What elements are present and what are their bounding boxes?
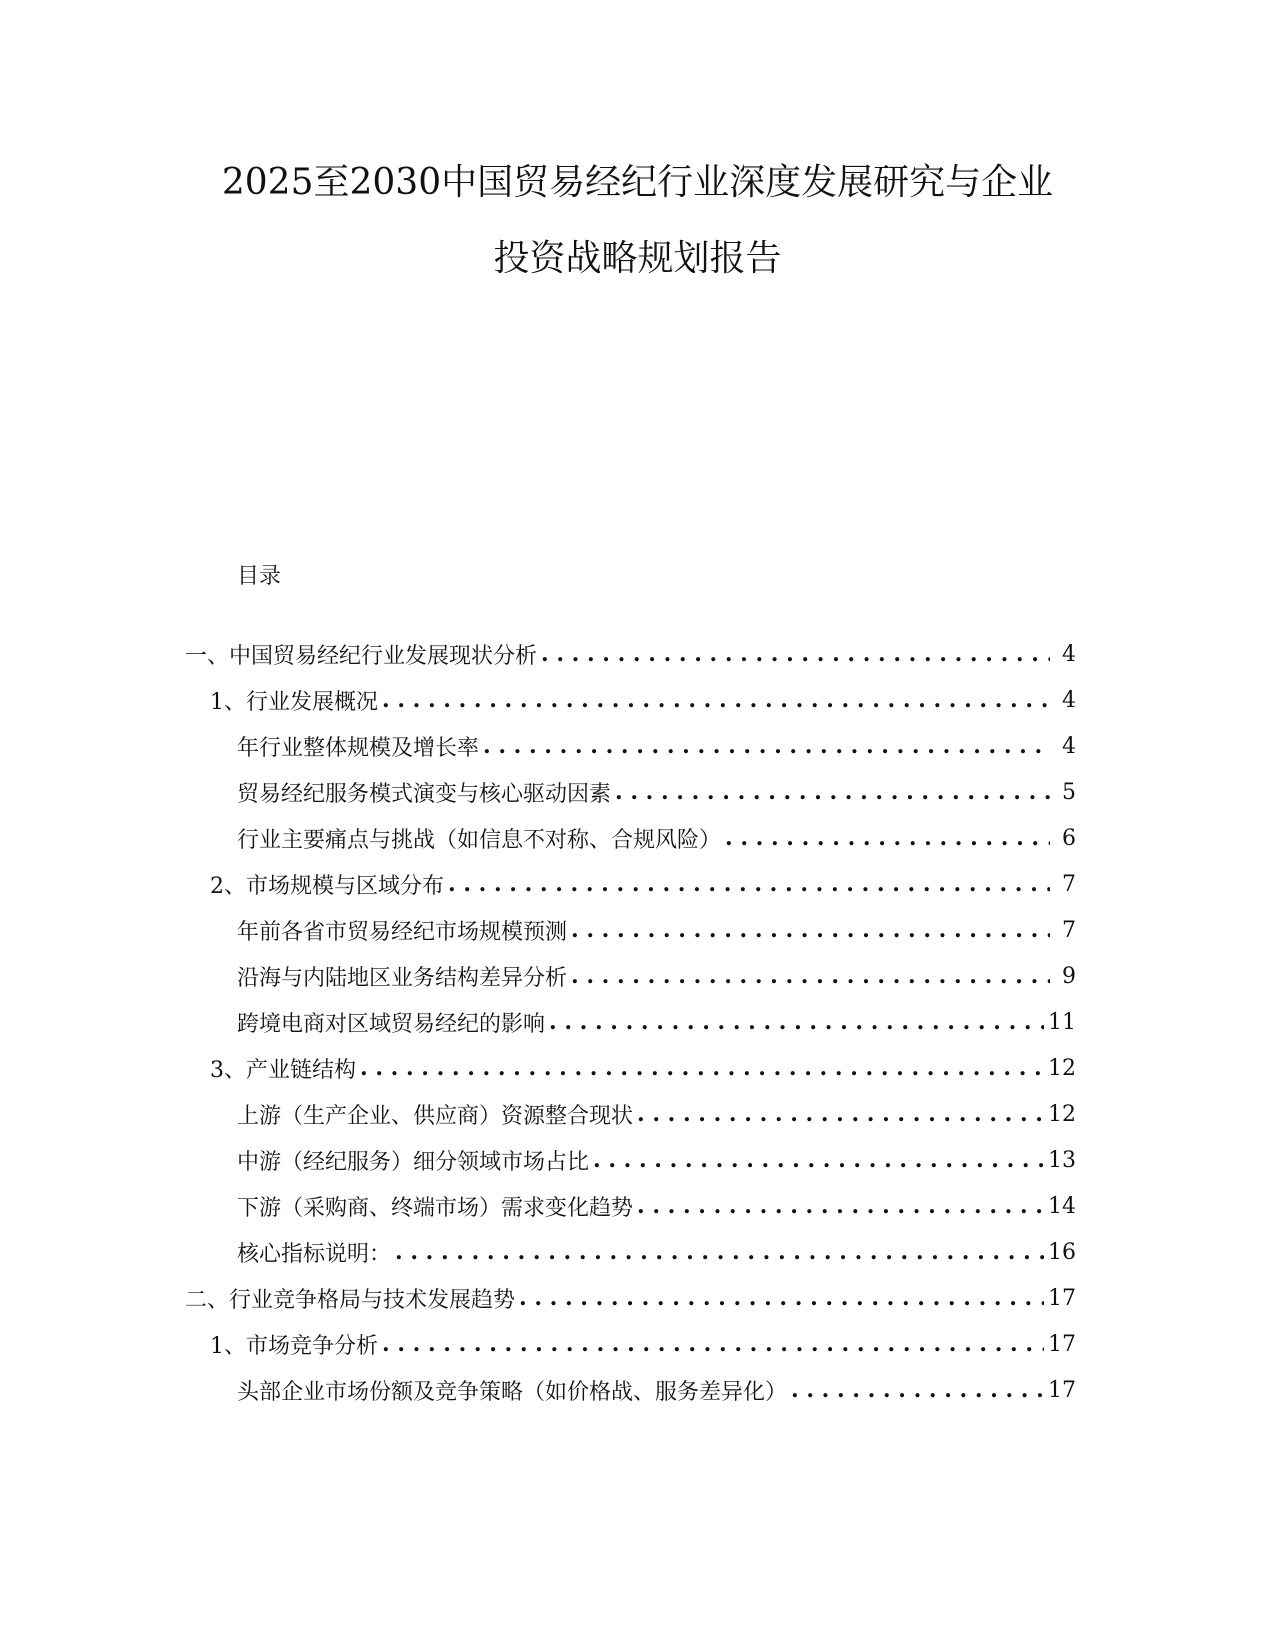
toc-leader-dots <box>571 956 1050 996</box>
toc-entry[interactable] <box>210 1324 1076 1364</box>
toc-entry-text: 核心指标说明： <box>237 1241 392 1267</box>
toc-entry[interactable] <box>237 1002 1076 1042</box>
toc-entry[interactable] <box>237 1232 1076 1272</box>
toc-entry-text: 二、行业竞争格局与技术发展趋势 <box>185 1287 516 1313</box>
toc-entry[interactable] <box>237 1140 1076 1180</box>
toc-leader-dots <box>725 818 1050 858</box>
toc-leader-dots <box>615 772 1050 812</box>
toc-entry-text: 年行业整体规模及增长率 <box>237 735 480 761</box>
document-title <box>0 145 1275 297</box>
toc-entry[interactable] <box>237 818 1076 858</box>
toc-entry[interactable] <box>237 910 1076 950</box>
toc-entry-page: 14 <box>1048 1193 1076 1219</box>
toc-entry-page: 16 <box>1048 1239 1076 1265</box>
toc-leader-dots <box>519 1278 1044 1318</box>
toc-entry-text: 一、中国贸易经纪行业发展现状分析 <box>185 643 538 669</box>
toc-entry-text: 行业主要痛点与挑战（如信息不对称、合规风险） <box>237 827 722 853</box>
toc-leader-dots <box>593 1140 1044 1180</box>
toc-entry-text: 头部企业市场份额及竞争策略（如价格战、服务差异化） <box>237 1379 788 1405</box>
toc-leader-dots <box>541 634 1050 674</box>
toc-entry[interactable] <box>237 1094 1076 1134</box>
toc-leader-dots <box>382 680 1050 720</box>
toc-entry[interactable] <box>237 956 1076 996</box>
toc-entry-text: 1、市场竞争分析 <box>210 1333 378 1359</box>
toc-entry-page: 5 <box>1062 779 1076 805</box>
toc-heading: 目录 <box>237 564 282 589</box>
toc-entry-page: 12 <box>1048 1101 1076 1127</box>
toc-entry-page: 17 <box>1048 1285 1076 1311</box>
toc-entry-page: 7 <box>1062 917 1076 943</box>
toc-entry-page: 7 <box>1062 871 1076 897</box>
toc-entry[interactable] <box>185 634 1076 674</box>
toc-entry-text: 1、行业发展概况 <box>210 689 378 715</box>
toc-entry[interactable] <box>210 864 1076 904</box>
toc-entry[interactable] <box>237 772 1076 812</box>
toc-entry-page: 4 <box>1062 687 1076 713</box>
title-line-2: 投资战略规划报告 <box>493 238 782 279</box>
toc-entry-text: 3、产业链结构 <box>210 1057 356 1083</box>
toc-entry[interactable] <box>185 1278 1076 1318</box>
toc-leader-dots <box>483 726 1050 766</box>
toc-leader-dots <box>395 1232 1044 1272</box>
toc-entry-text: 跨境电商对区域贸易经纪的影响 <box>237 1011 546 1037</box>
toc-entry-page: 12 <box>1048 1055 1076 1081</box>
toc-entry-text: 下游（采购商、终端市场）需求变化趋势 <box>237 1195 634 1221</box>
toc-entry-page: 13 <box>1048 1147 1076 1173</box>
toc-entry-page: 11 <box>1048 1009 1076 1035</box>
toc-entry-text: 中游（经纪服务）细分领域市场占比 <box>237 1149 590 1175</box>
title-line-1: 2025至2030中国贸易经纪行业深度发展研究与企业 <box>221 162 1054 203</box>
toc-entry[interactable] <box>237 1186 1076 1226</box>
toc-entry-text: 2、市场规模与区域分布 <box>210 873 444 899</box>
toc-entry-text: 上游（生产企业、供应商）资源整合现状 <box>237 1103 634 1129</box>
toc-leader-dots <box>637 1094 1044 1134</box>
toc-entry-page: 4 <box>1062 733 1076 759</box>
toc-entry-text: 沿海与内陆地区业务结构差异分析 <box>237 965 568 991</box>
toc-entry-page: 17 <box>1048 1377 1076 1403</box>
toc-leader-dots <box>448 864 1050 904</box>
toc-leader-dots <box>571 910 1050 950</box>
toc-entry-page: 6 <box>1062 825 1076 851</box>
toc-leader-dots <box>382 1324 1044 1364</box>
toc-entry[interactable] <box>237 1370 1076 1410</box>
toc-leader-dots <box>360 1048 1044 1088</box>
toc-entry[interactable] <box>210 680 1076 720</box>
toc-entry-text: 贸易经纪服务模式演变与核心驱动因素 <box>237 781 612 807</box>
toc-entry[interactable] <box>210 1048 1076 1088</box>
toc-entry[interactable] <box>237 726 1076 766</box>
toc-leader-dots <box>637 1186 1044 1226</box>
toc-entry-page: 17 <box>1048 1331 1076 1357</box>
toc-leader-dots <box>791 1370 1044 1410</box>
toc-entry-page: 9 <box>1062 963 1076 989</box>
toc-leader-dots <box>549 1002 1044 1042</box>
toc-entry-page: 4 <box>1062 641 1076 667</box>
toc-entry-text: 年前各省市贸易经纪市场规模预测 <box>237 919 568 945</box>
